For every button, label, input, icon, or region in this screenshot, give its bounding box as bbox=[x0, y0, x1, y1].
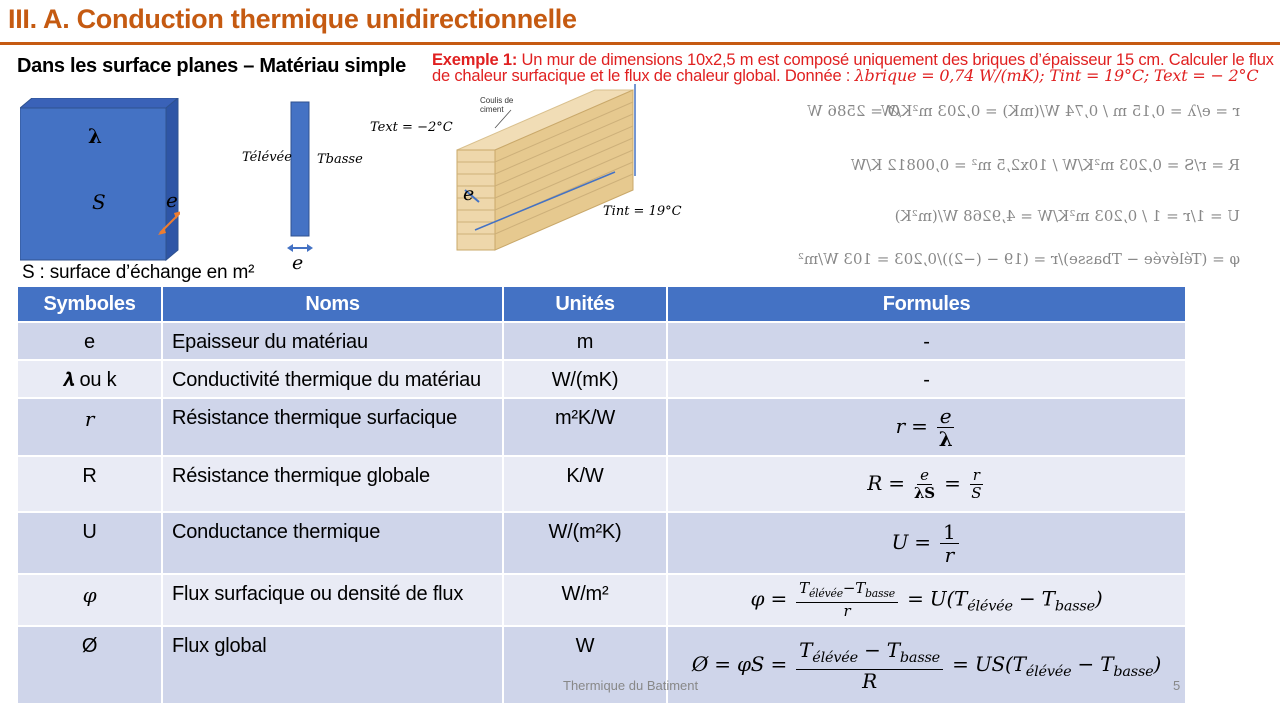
header-unites: Unités bbox=[503, 286, 667, 322]
header-noms: Noms bbox=[162, 286, 503, 322]
solution-line-2: R = r/S = 0,203 m²K/W / 10x2,5 m² = 0,00812 K/W bbox=[850, 156, 1240, 174]
page-number: 5 bbox=[1173, 678, 1181, 693]
page-title: III. A. Conduction thermique unidirectionnelle bbox=[8, 4, 577, 34]
example-text: Un mur de dimensions 10x2,5 m est composé uniquement des briques d’épaisseur 15 cm. Calculer le flux de chaleur surfacique et le flux de chaleur global. Donnée : bbox=[432, 51, 1274, 85]
thickness-bottom-label: e bbox=[292, 252, 304, 274]
cell-name: Résistance thermique globale bbox=[162, 456, 503, 512]
table-row bbox=[17, 322, 1186, 360]
cell-symbol: r bbox=[17, 398, 162, 456]
header-symboles: Symboles bbox=[17, 286, 162, 322]
header-formules: Formules bbox=[667, 286, 1186, 322]
tint-temp-label: Tint = 19°C bbox=[603, 204, 682, 219]
cell-formula: φ = $\frac{T_{élévée}-T_{basse}}{r}$ = $U(T_{élévée} - T_{basse})$ bbox=[667, 574, 1186, 626]
cell-formula: R = $\frac{e}{\lambda S}$ = $\frac{r}{S}$ bbox=[667, 456, 1186, 512]
example-label: Exemple 1: bbox=[432, 51, 518, 69]
wall-thickness-label: e bbox=[463, 183, 475, 205]
thin-wall-diagram bbox=[285, 100, 315, 258]
cell-symbol: e bbox=[17, 322, 162, 360]
cell-unit: W/(mK) bbox=[503, 360, 667, 398]
cell-unit: W/(m²K) bbox=[503, 512, 667, 574]
cell-name: Flux surfacique ou densité de flux bbox=[162, 574, 503, 626]
mirrored-solution bbox=[780, 92, 1280, 277]
symbols-table bbox=[16, 285, 1187, 705]
cell-formula: r = $\frac{e}{\lambda}$ bbox=[667, 398, 1186, 456]
cell-name: Epaisseur du matériau bbox=[162, 322, 503, 360]
surface-definition: S : surface d’échange en m² bbox=[22, 262, 255, 283]
cell-formula: U = $\frac{1}{r}$ bbox=[667, 512, 1186, 574]
table-row bbox=[17, 512, 1186, 574]
cell-symbol: 𝝀 ou k bbox=[17, 360, 162, 398]
cell-name: Conductance thermique bbox=[162, 512, 503, 574]
thickness-symbol: e bbox=[166, 188, 178, 212]
brick-wall-illustration bbox=[445, 80, 645, 260]
table-row bbox=[17, 456, 1186, 512]
cell-unit: K/W bbox=[503, 456, 667, 512]
section-subtitle: Dans les surface planes – Matériau simple bbox=[17, 55, 406, 77]
solution-line-1: r = e/λ = 0,15 m / 0,74 W/(mK) = 0,203 m²K/W bbox=[880, 102, 1240, 120]
cell-name: Flux global bbox=[162, 626, 503, 704]
cell-formula: - bbox=[667, 360, 1186, 398]
t-elevee-label: Télévée bbox=[242, 150, 292, 165]
lambda-label: λ bbox=[88, 124, 103, 148]
cell-symbol: U bbox=[17, 512, 162, 574]
table-row bbox=[17, 360, 1186, 398]
solution-line-1b: Ø = 2586 W bbox=[807, 102, 900, 120]
table-header-row bbox=[17, 286, 1186, 322]
cell-unit: W/m² bbox=[503, 574, 667, 626]
example-data: λbrique = 0,74 W/(mK); Tint = 19°C; Text = − 2°C bbox=[854, 66, 1259, 85]
text-temp-label: Text = −2°C bbox=[370, 120, 453, 135]
title-divider bbox=[0, 42, 1280, 45]
footer-text: Thermique du Batiment bbox=[563, 678, 699, 693]
solution-line-3: U = 1/r = 1 / 0,203 m²K/W = 4,9268 W/(m²K) bbox=[894, 207, 1240, 225]
table-row bbox=[17, 398, 1186, 456]
coulis-label: Coulis de ciment bbox=[480, 96, 514, 114]
cell-name: Résistance thermique surfacique bbox=[162, 398, 503, 456]
solution-line-4: φ = (Télévée − Tbasse)/r = (19 − (−2))/0,203 = 103 W/m² bbox=[797, 250, 1240, 268]
cell-name: Conductivité thermique du matériau bbox=[162, 360, 503, 398]
t-basse-label: Tbasse bbox=[317, 152, 363, 167]
table-row bbox=[17, 574, 1186, 626]
cell-unit: m bbox=[503, 322, 667, 360]
cell-symbol: Ø bbox=[17, 626, 162, 704]
cell-unit: W bbox=[503, 626, 667, 704]
cell-formula: Ø = φS = $\frac{T_{élévée} - T_{basse}}{R}$ = $US(T_{élévée} - T_{basse})$ bbox=[667, 626, 1186, 704]
surface-symbol: S bbox=[92, 190, 106, 214]
cell-formula: - bbox=[667, 322, 1186, 360]
cell-symbol: φ bbox=[17, 574, 162, 626]
cell-symbol: R bbox=[17, 456, 162, 512]
material-block-diagram bbox=[20, 98, 180, 263]
cell-unit: m²K/W bbox=[503, 398, 667, 456]
